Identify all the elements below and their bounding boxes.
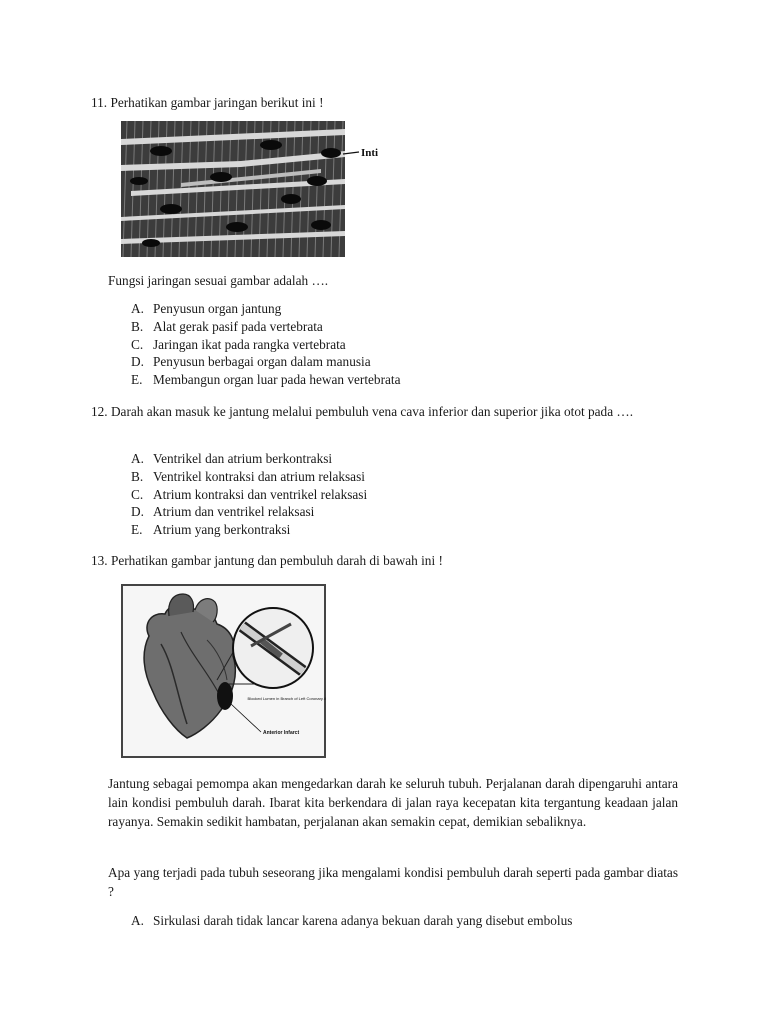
q12-option-b[interactable]: B. Ventrikel kontraksi dan atrium relaksasi [131,468,365,484]
q12-option-a[interactable]: A. Ventrikel dan atrium berkontraksi [131,451,333,466]
q13-paragraph: Jantung sebagai pemompa akan mengedarkan darah ke seluruh tubuh. Perjalanan darah dipengaruhi antara lain kondisi pembuluh darah. Ibarat kita berkendara di jalan raya kecepatan kita tergantung keadaan jalan rayanya. Semakin sedikit hambatan, perjalanan akan semakin cepat, demikian sebaliknya. [108,776,678,829]
q13-options [131,912,572,930]
q12-option-d[interactable]: D. Atrium dan ventrikel relaksasi [131,504,315,520]
q11-option-a[interactable]: A. Penyusun organ jantung [131,301,282,316]
q12-option-c[interactable]: C. Atrium kontraksi dan ventrikel relaksasi [131,486,368,502]
heart-infarct-figure [121,584,326,758]
q12-stem: 12. Darah akan masuk ke jantung melalui pembuluh vena cava inferior dan superior jika otot pada …. [91,404,634,419]
q11-option-d[interactable]: D. Penyusun berbagai organ dalam manusia [131,354,371,370]
q11-option-e[interactable]: E. Membangun organ luar pada hewan vertebrata [131,372,401,388]
q11-prompt: Fungsi jaringan sesuai gambar adalah …. [108,273,329,288]
blocked-lumen-caption: Blocked Lumen in Branch of Left Coronary Artery [247,696,326,701]
q13-stem: 13. Perhatikan gambar jantung dan pembuluh darah di bawah ini ! [91,553,443,568]
nucleus-label: Inti [361,147,379,159]
q12-options [131,450,367,539]
anterior-infarct-caption: Anterior Infarct [263,730,300,736]
q13-option-a[interactable]: A. Sirkulasi darah tidak lancar karena adanya bekuan darah yang disebut embolus [131,913,573,928]
q11-option-c[interactable]: C. Jaringan ikat pada rangka vertebrata [131,336,346,352]
q12-option-e[interactable]: E. Atrium yang berkontraksi [131,522,291,538]
q13-question: Apa yang terjadi pada tubuh seseorang jika mengalami kondisi pembuluh darah seperti pada gambar diatas ? [108,865,678,899]
muscle-tissue-figure [121,121,393,257]
q11-options [131,300,401,389]
q11-stem: 11. Perhatikan gambar jaringan berikut ini ! [91,95,324,110]
q11-option-b[interactable]: B. Alat gerak pasif pada vertebrata [131,318,323,334]
